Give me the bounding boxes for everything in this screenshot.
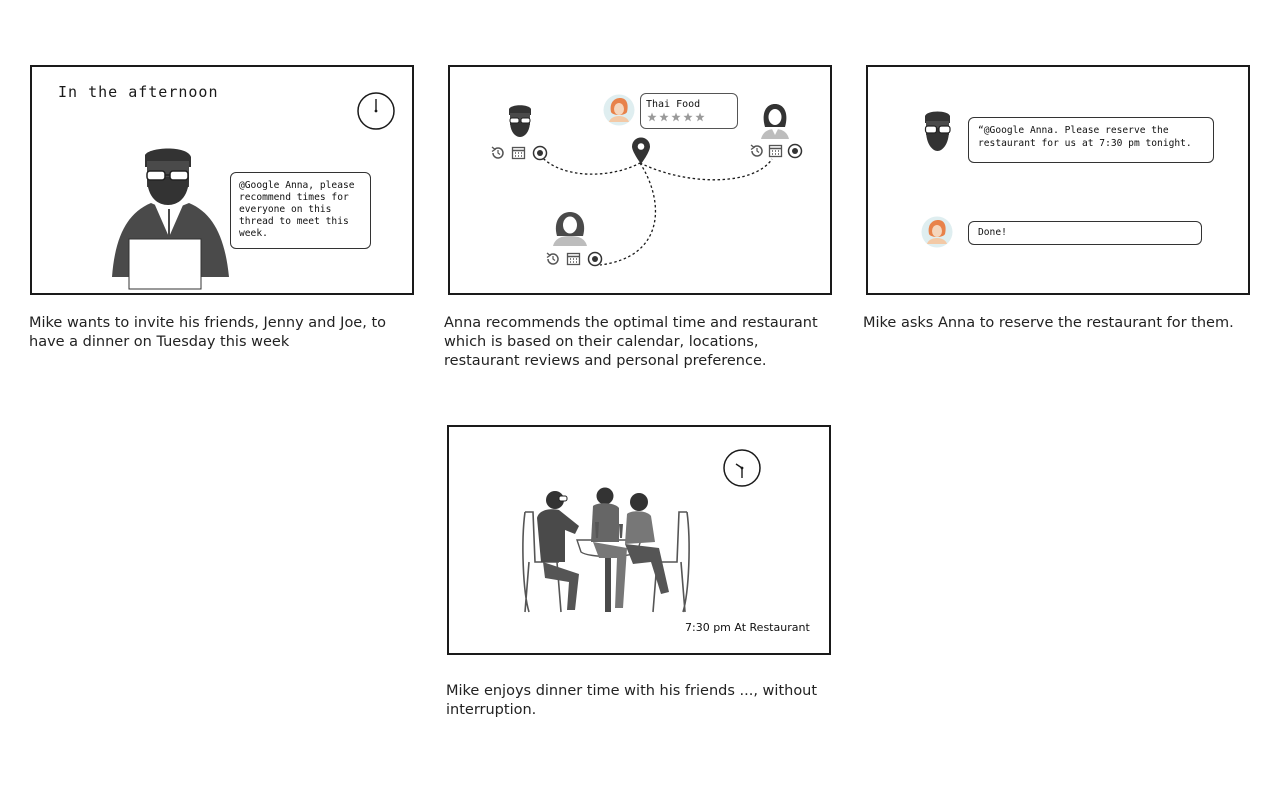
restaurant-card [640, 93, 738, 129]
rating-stars [647, 112, 709, 124]
storyboard-panel-3 [866, 65, 1250, 295]
dinner-time-label: 7:30 pm At Restaurant [685, 621, 810, 634]
location-target-icon [787, 143, 803, 159]
mike-icon-row [490, 145, 550, 161]
anna-avatar [603, 94, 635, 126]
panel-4-caption: Mike enjoys dinner time with his friends ..., without interruption. [446, 683, 818, 718]
anna-avatar [921, 216, 953, 248]
calendar-icon [768, 143, 784, 159]
jenny-icon-row [749, 143, 809, 159]
location-target-icon [532, 145, 548, 161]
calendar-icon [511, 145, 527, 161]
clock-icon [723, 449, 763, 489]
calendar-icon [566, 251, 582, 267]
reserve-request-bubble [968, 117, 1214, 163]
map-pin-icon [631, 137, 651, 165]
storyboard-panel-4 [447, 425, 831, 655]
panel-1-caption: Mike wants to invite his friends, Jenny and Joe, to have a dinner on Tuesday this week [29, 315, 387, 350]
storyboard-panel-1 [30, 65, 414, 295]
reserve-request-text: “@Google Anna. Please reserve the restaurant for us at 7:30 pm tonight. [978, 125, 1192, 149]
restaurant-label: Thai Food [646, 99, 701, 110]
clock-icon [357, 92, 397, 132]
joe-avatar [550, 210, 590, 246]
mike-request-text: @Google Anna, please recommend times for everyone on this thread to meet this week. [239, 180, 355, 239]
mike-at-laptop-illustration [107, 147, 237, 295]
done-response-bubble [968, 221, 1202, 245]
panel-3-caption: Mike asks Anna to reserve the restaurant for them. [863, 315, 1234, 331]
history-icon [490, 145, 506, 161]
mike-avatar [505, 105, 535, 145]
mike-request-bubble [230, 172, 371, 249]
history-icon [749, 143, 765, 159]
jenny-avatar [757, 103, 793, 139]
panel-1-heading: In the afternoon [58, 83, 219, 101]
history-icon [545, 251, 561, 267]
mike-avatar [923, 111, 953, 157]
location-target-icon [587, 251, 603, 267]
joe-icon-row [545, 251, 605, 267]
friends-dinner-illustration [519, 482, 699, 617]
done-response-text: Done! [978, 227, 1007, 238]
storyboard-panel-2 [448, 65, 832, 295]
panel-2-caption: Anna recommends the optimal time and restaurant which is based on their calendar, locations, restaurant reviews and personal preference. [444, 315, 818, 369]
